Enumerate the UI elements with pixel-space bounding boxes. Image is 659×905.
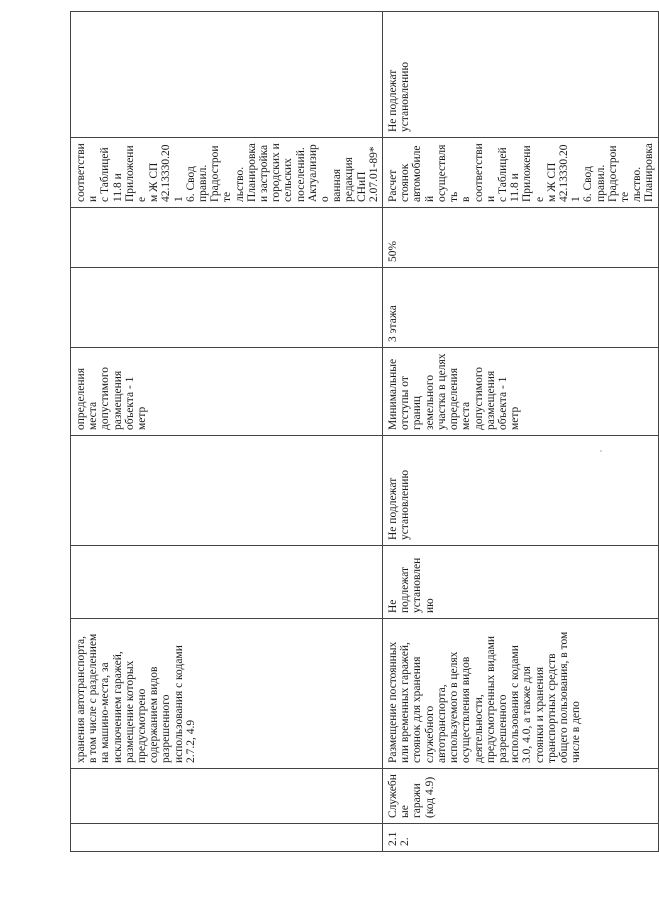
cell-use-description: хранения автотранспорта, в том числе с разделением на машино-места, за исключением гаражей, размещение которых предусмотрено содержанием видов разрешенного использования с кодами 2.7.2, 4.9 bbox=[71, 619, 383, 769]
cell-number bbox=[71, 824, 383, 852]
cell-floors bbox=[71, 268, 383, 348]
cell-other: Не подлежат установлению bbox=[383, 12, 658, 138]
cell-max-area: Не подлежат установлению bbox=[383, 436, 658, 546]
cell-parking: Расчет стоянок автомобилей осуществлять в соответствии с Таблицей 11.8 и Приложение м Ж СП 42.13330.201 6. Свод правил. Градостроите льство. Планировка bbox=[383, 138, 658, 208]
scan-speck bbox=[600, 450, 602, 452]
cell-use-name bbox=[71, 769, 383, 824]
cell-min-area: Не подлежат установлен ию bbox=[383, 546, 658, 619]
cell-min-area bbox=[71, 546, 383, 619]
rotated-table-wrapper bbox=[70, 12, 656, 852]
cell-setbacks: определения места допустимого размещения объекта - 1 метр bbox=[71, 348, 383, 436]
cell-coverage: 50% bbox=[383, 208, 658, 268]
cell-use-name: Служебные гаражи (код 4.9) bbox=[383, 769, 658, 824]
cell-floors: 3 этажа bbox=[383, 268, 658, 348]
table-row bbox=[383, 12, 658, 852]
cell-setbacks: Минимальные отступы от границ земельного участка в целях определения места допустимого размещения объекта - 1 метр bbox=[383, 348, 658, 436]
cell-max-area bbox=[71, 436, 383, 546]
cell-parking: соответствии с Таблицей 11.8 и Приложение м Ж СП 42.13330.201 6. Свод правил. Градостроите льство. Планировка и застройка городских и сельских поселений. Актуализиро ванная редакция СНиП 2.07.01-89* bbox=[71, 138, 383, 208]
zoning-regulations-table bbox=[70, 11, 659, 852]
cell-other bbox=[71, 12, 383, 138]
cell-number: 2.12. bbox=[383, 824, 658, 852]
cell-coverage bbox=[71, 208, 383, 268]
table-row bbox=[71, 12, 383, 852]
cell-use-description: Размещение постоянных или временных гаражей, стоянок для хранения служебного автотранспорта, используемого в целях осуществления видов деятельности, предусмотренных видами разрешенного использования с кодами 3.0, 4.0, а также для стоянки и хранения транспортных средств общего пользования, в том числе в депо bbox=[383, 619, 658, 769]
